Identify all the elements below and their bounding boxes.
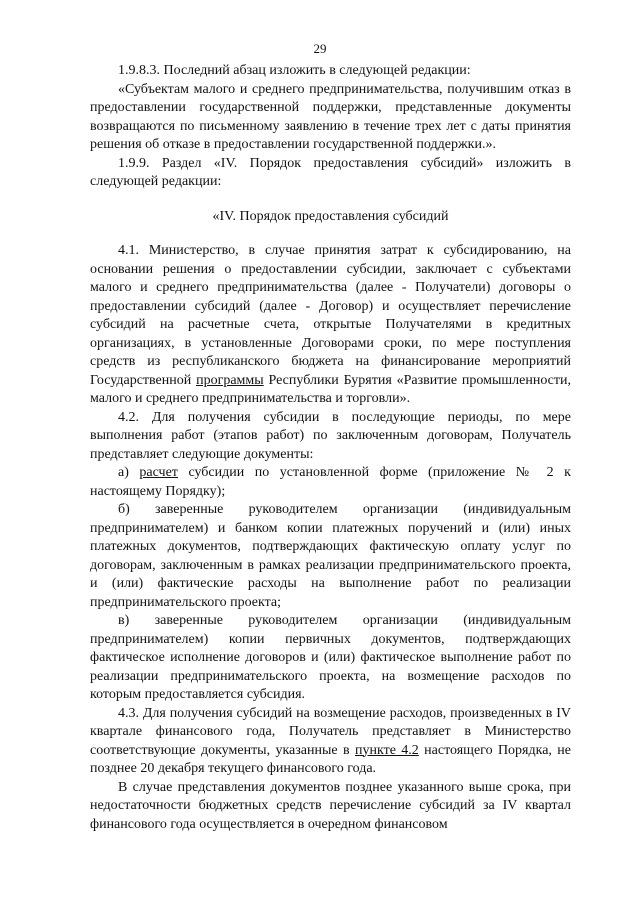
- clause-4-2-link[interactable]: пункте 4.2: [354, 742, 419, 758]
- calculation-link[interactable]: расчет: [139, 465, 178, 480]
- paragraph-late-submission: В случае представления документов позднее указанного выше срока, при недостаточности бюджетных средств перечисление субсидий за IV квартал финансового года осуществляется в очередном финансовом: [90, 779, 571, 832]
- paragraph-4-3-text-a: 4.3. Для получения субсидий на возмещение расходов, произведенных в IV квартале финансового года, Получатель представляет в Министерство соответствующие документы, указанные в: [90, 705, 571, 758]
- paragraph-4-2-a-text-b: субсидии по установленной форме (приложение № 2 к настоящему Порядку);: [90, 465, 571, 499]
- page-number: 29: [313, 41, 327, 56]
- paragraph-1-9-9: 1.9.9. Раздел «IV. Порядок предоставления субсидий» изложить в следующей редакции:: [90, 155, 571, 189]
- paragraph-1-9-8-3: 1.9.8.3. Последний абзац изложить в следующей редакции:: [118, 63, 471, 78]
- program-link[interactable]: программы: [196, 372, 264, 388]
- paragraph-4-2-b: б) заверенные руководителем организации (индивидуальным предпринимателем) и банком копии платежных поручений и (или) иных платежных документов, подтверждающих фактическую оплату услуг по договорам, заключенным в рамках реализации предпринимательского проекта, и (или) фактические расходы на выполнение работ по реализации предпринимательского проекта;: [90, 502, 571, 610]
- paragraph-4-3: [90, 705, 571, 779]
- paragraph-4-3-text-b: настоящего Порядка, не позднее 20 декабря текущего финансового года.: [90, 742, 571, 776]
- section-heading: «IV. Порядок предоставления субсидий: [212, 208, 449, 224]
- paragraph-4-2-c: в) заверенные руководителем организации (индивидуальным предпринимателем) копии первичных документов, подтверждающих фактическое исполнение договоров и (или) фактическое выполнение работ по реализации предпринимательского проекта, на возмещение расходов по которым предоставляется субсидия.: [90, 613, 571, 702]
- paragraph-4-2-a-text-a: а): [118, 465, 140, 480]
- paragraph-4-2: 4.2. Для получения субсидии в последующие периоды, по мере выполнения работ (этапов работ) по заключенным договорам, Получатель представляет следующие документы:: [90, 409, 571, 462]
- paragraph-4-1-text-b: Республики Бурятия «Развитие промышленности, малого и среднего предпринимательства и торговли».: [90, 372, 572, 406]
- paragraph-quoted-text: «Субъектам малого и среднего предпринимательства, получившим отказ в предоставлении государственной поддержки, представленные документы возвращаются по письменному заявлению в течение трех лет с даты принятия решения об отказе в предоставлении государственной поддержки.».: [90, 81, 571, 152]
- paragraph-4-1: [90, 242, 571, 409]
- paragraph-4-1-text-a: 4.1. Министерство, в случае принятия затрат к субсидированию, на основании решения о предоставлении субсидии, заключает с субъектами малого и среднего предпринимательства (далее - Получатели) договоры о предоставлении субсидий (далее - Договор) и осуществляет перечисление субсидий на расчетные счета, открытые Получателями в кредитных организациях, в установленные Договорами сроки, по мере поступления средств из республиканского бюджета на финансирование мероприятий Государственной: [90, 243, 571, 388]
- document-body: [90, 62, 571, 834]
- paragraph-4-2-a: [90, 464, 571, 501]
